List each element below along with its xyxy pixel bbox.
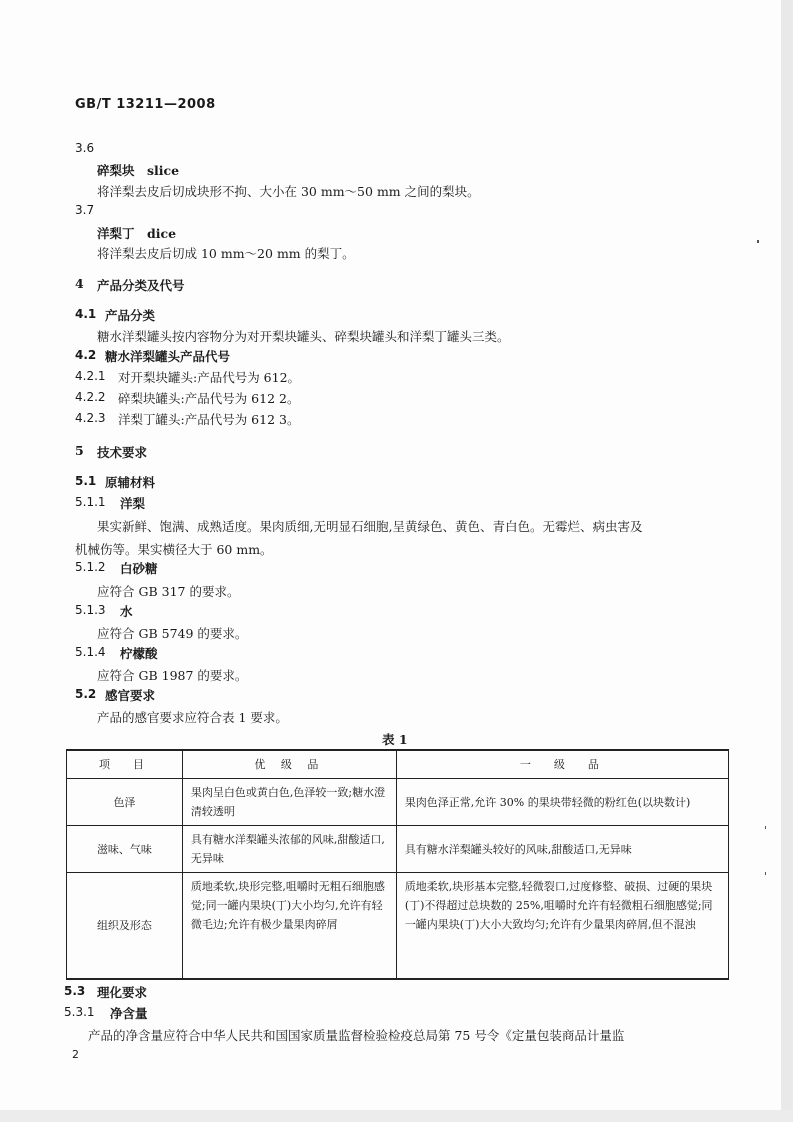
table-row [67, 826, 729, 873]
scan-edge-right [781, 0, 793, 1122]
clause-number: 5.1.2 [75, 560, 106, 574]
clause-title: 糖水洋梨罐头产品代号 [105, 349, 231, 364]
clause-text: 应符合 GB 5749 的要求。 [97, 626, 248, 641]
column-header-first-grade: 一 级 品 [396, 750, 728, 779]
clause-title: 感官要求 [105, 688, 156, 703]
clause-number: 4.2.3 [75, 411, 106, 425]
clause-title: 产品分类 [105, 308, 156, 323]
term-title: 洋梨丁 dice [97, 226, 177, 241]
clause-text: 产品的感官要求应符合表 1 要求。 [97, 710, 288, 725]
first-grade-cell: 质地柔软,块形基本完整,轻微裂口,过度修整、破损、过硬的果块(丁)不得超过总块数的 25%,咀嚼时允许有轻微粗石细胞感觉;同一罐内果块(丁)大小大致均匀;允许有少量果肉碎屑,但不混浊 [396, 873, 728, 979]
scan-speck [757, 240, 759, 243]
clause-number: 5.3 [64, 984, 86, 998]
scan-speck [765, 872, 766, 875]
clause-number: 4.2 [75, 348, 97, 362]
clause-number: 4.1 [75, 307, 97, 321]
clause-number: 5.1.1 [75, 495, 106, 509]
clause-text-line: 机械伤等。果实横径大于 60 mm。 [75, 542, 273, 557]
clause-number: 4.2.1 [75, 369, 106, 383]
column-header-premium: 优 级 品 [182, 750, 396, 779]
first-grade-cell: 具有糖水洋梨罐头较好的风味,甜酸适口,无异味 [396, 826, 728, 873]
sensory-requirements-table [66, 749, 729, 980]
clause-text: 产品的净含量应符合中华人民共和国国家质量监督检验检疫总局第 75 号令《定量包装商品计量监 [88, 1028, 625, 1043]
clause-text-line: 果实新鲜、饱满、成熟适度。果肉质细,无明显石细胞,呈黄绿色、黄色、青白色。无霉烂、病虫害及 [97, 519, 643, 534]
section-number: 4 [75, 276, 84, 291]
clause-text: 应符合 GB 1987 的要求。 [97, 668, 248, 683]
clause-number: 3.6 [75, 141, 95, 155]
scan-speck [765, 826, 766, 829]
clause-title: 白砂糖 [120, 561, 158, 576]
clause-title: 洋梨 [120, 496, 146, 511]
clause-text: 应符合 GB 317 的要求。 [97, 584, 240, 599]
page-number: 2 [72, 1048, 79, 1061]
clause-number: 4.2.2 [75, 390, 106, 404]
term-definition: 将洋梨去皮后切成块形不拘、大小在 30 mm～50 mm 之间的梨块。 [97, 184, 480, 199]
clause-number: 3.7 [75, 203, 95, 217]
premium-cell: 果肉呈白色或黄白色,色泽较一致;糖水澄清较透明 [182, 779, 396, 826]
clause-title: 净含量 [110, 1006, 148, 1021]
row-item: 色泽 [67, 779, 183, 826]
table-header-row [67, 750, 729, 779]
section-number: 5 [75, 443, 84, 458]
first-grade-cell: 果肉色泽正常,允许 30% 的果块带轻微的粉红色(以块数计) [396, 779, 728, 826]
row-item: 组织及形态 [67, 873, 183, 979]
section-title: 技术要求 [97, 445, 148, 460]
scan-edge-bottom [0, 1110, 793, 1122]
table-caption: 表 1 [382, 732, 408, 747]
clause-title: 水 [120, 604, 133, 619]
clause-text: 对开梨块罐头:产品代号为 612。 [118, 370, 301, 385]
premium-cell: 质地柔软,块形完整,咀嚼时无粗石细胞感觉;同一罐内果块(丁)大小均匀,允许有轻微毛边;允许有极少量果肉碎屑 [182, 873, 396, 979]
clause-title: 原辅材料 [105, 475, 156, 490]
clause-title: 柠檬酸 [120, 646, 158, 661]
clause-number: 5.1 [75, 474, 97, 488]
premium-cell: 具有糖水洋梨罐头浓郁的风味,甜酸适口,无异味 [182, 826, 396, 873]
column-header-item: 项 目 [67, 750, 183, 779]
clause-text: 碎梨块罐头:产品代号为 612 2。 [118, 391, 300, 406]
clause-number: 5.2 [75, 687, 97, 701]
term-definition: 将洋梨去皮后切成 10 mm～20 mm 的梨丁。 [97, 246, 355, 261]
clause-title: 理化要求 [97, 985, 148, 1000]
section-title: 产品分类及代号 [97, 278, 185, 293]
table-row [67, 873, 729, 979]
table-row [67, 779, 729, 826]
clause-number: 5.3.1 [64, 1005, 95, 1019]
clause-number: 5.1.4 [75, 645, 106, 659]
row-item: 滋味、气味 [67, 826, 183, 873]
clause-number: 5.1.3 [75, 603, 106, 617]
term-title: 碎梨块 slice [97, 163, 180, 178]
clause-text: 洋梨丁罐头:产品代号为 612 3。 [118, 412, 300, 427]
clause-text: 糖水洋梨罐头按内容物分为对开梨块罐头、碎梨块罐头和洋梨丁罐头三类。 [97, 329, 510, 344]
document-id-header: GB/T 13211—2008 [75, 97, 216, 112]
